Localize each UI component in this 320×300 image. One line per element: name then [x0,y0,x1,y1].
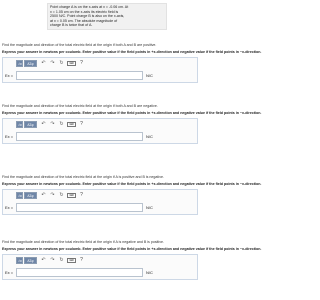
question-text: Find the magnitude and direction of the total electric field at the origin if A is negative and B is positive. [2,240,165,244]
answer-box [2,118,198,144]
question-text: Find the magnitude and direction of the total electric field at the origin if both A and B are positive. [2,43,157,47]
templates-button[interactable]: √α [18,258,22,263]
part-3 [2,175,262,215]
unit-label: N/C [146,269,153,275]
answer-row [5,203,153,212]
problem-statement [47,3,167,30]
answer-row [5,132,153,141]
answer-label: Ex = [5,204,14,210]
answer-label: Ex = [5,72,14,78]
answer-instructions: Express your answer in newtons per coulomb. Enter positive value if the field points in +x-direction and negative value if the field points in −x-direction. [2,182,262,187]
problem-line: x = 1.05 cm on the x-axis its electric field is [50,9,119,14]
answer-instructions: Express your answer in newtons per coulomb. Enter positive value if the field points in +x-direction and negative value if the field points in −x-direction. [2,111,262,116]
answer-label: Ex = [5,269,14,275]
question-text: Find the magnitude and direction of the total electric field at the origin if A is positive and B is negative. [2,175,165,179]
unit-label: N/C [146,133,153,139]
templates-button[interactable]: √α [18,193,22,198]
undo-icon[interactable]: ↶ [41,59,46,66]
unit-label: N/C [146,204,153,210]
part-4 [2,240,262,280]
reset-icon[interactable]: ↻ [59,120,64,127]
symbols-button[interactable]: AΣφ [24,121,37,128]
answer-instructions: Express your answer in newtons per coulomb. Enter positive value if the field points in +x-direction and negative value if the field points in −x-direction. [2,50,262,55]
answer-row [5,268,153,277]
undo-icon[interactable]: ↶ [41,191,46,198]
answer-input[interactable] [16,132,143,141]
reset-icon[interactable]: ↻ [59,191,64,198]
problem-line: 2500 N/C. Point charge B is also on the x-axis, [50,14,125,19]
answer-box [2,57,198,83]
undo-icon[interactable]: ↶ [41,120,46,127]
question-text: Find the magnitude and direction of the total electric field at the origin if both A and B are negative. [2,104,158,108]
reset-icon[interactable]: ↻ [59,256,64,263]
answer-row [5,71,153,80]
help-button[interactable]: ? [80,256,83,263]
help-button[interactable]: ? [80,191,83,198]
problem-line: charge B is twice that of A. [50,23,93,28]
answer-input[interactable] [16,71,143,80]
keyboard-icon[interactable]: ⌨ [67,258,76,263]
answer-box [2,189,198,215]
undo-icon[interactable]: ↶ [41,256,46,263]
part-2 [2,104,262,144]
keyboard-icon[interactable]: ⌨ [67,122,76,127]
answer-label: Ex = [5,133,14,139]
math-toolbar [16,257,85,264]
redo-icon[interactable]: ↷ [50,120,55,127]
unit-label: N/C [146,72,153,78]
redo-icon[interactable]: ↷ [50,256,55,263]
answer-input[interactable] [16,268,143,277]
math-toolbar [16,192,85,199]
problem-line: at x = 0.05 cm. The absolute magnitude of [50,18,118,23]
part-1 [2,43,262,83]
help-button[interactable]: ? [80,59,83,66]
keyboard-icon[interactable]: ⌨ [67,193,76,198]
redo-icon[interactable]: ↷ [50,59,55,66]
templates-button[interactable]: √α [18,61,22,66]
math-toolbar [16,121,85,128]
redo-icon[interactable]: ↷ [50,191,55,198]
keyboard-icon[interactable]: ⌨ [67,61,76,66]
symbols-button[interactable]: AΣφ [24,192,37,199]
problem-line: Point charge A is on the x-axis at x = -0.06 cm. At [50,5,129,9]
math-toolbar [16,60,85,67]
answer-input[interactable] [16,203,143,212]
answer-box [2,254,198,280]
symbols-button[interactable]: AΣφ [24,60,37,67]
answer-instructions: Express your answer in newtons per coulomb. Enter positive value if the field points in +x-direction and negative value if the field points in −x-direction. [2,247,262,252]
templates-button[interactable]: √α [18,122,22,127]
reset-icon[interactable]: ↻ [59,59,64,66]
help-button[interactable]: ? [80,120,83,127]
symbols-button[interactable]: AΣφ [24,257,37,264]
